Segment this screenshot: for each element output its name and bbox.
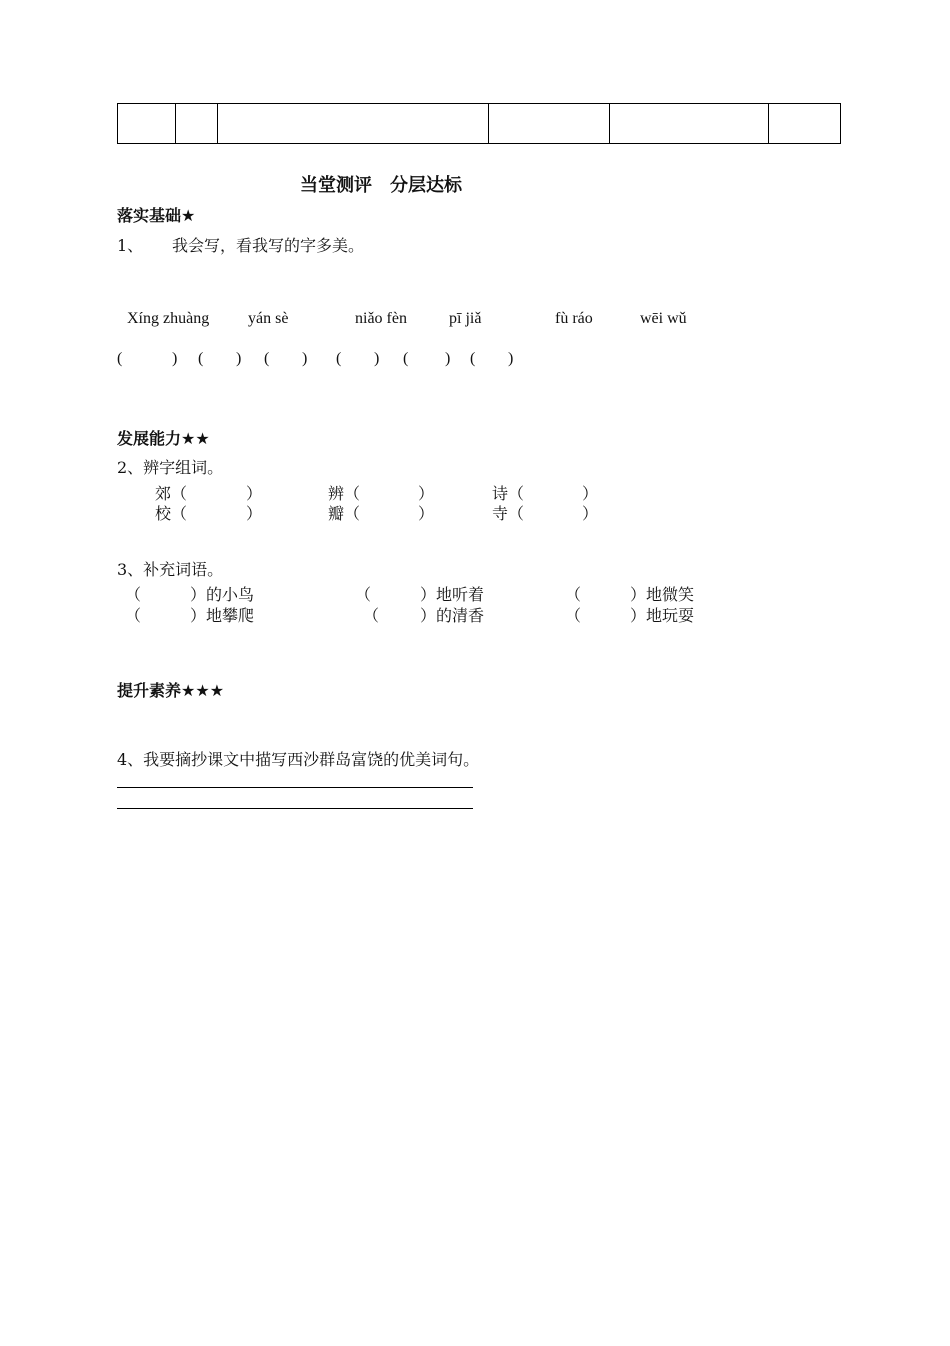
word-group-close: ） [582,484,599,503]
answer-bracket: ) [236,350,242,367]
question-3-text: 3、补充词语。 [117,560,224,579]
word-group-close: ） [582,504,599,523]
word-group-char: 瓣（ [328,504,361,523]
word-group-char: 郊（ [155,484,188,503]
fill-phrase: ）的小鸟 [190,585,255,604]
question-4-text: 4、我要摘抄课文中描写西沙群岛富饶的优美词句。 [117,750,480,769]
section-heading-basic: 落实基础★ [117,206,196,225]
answer-bracket: ( [117,350,123,367]
fill-open: （ [355,585,372,604]
answer-bracket: ( [264,350,270,367]
word-group-char: 寺（ [492,504,525,523]
answer-bracket: ( [198,350,204,367]
section-heading-ability: 发展能力★★ [117,429,210,448]
fill-open: （ [125,606,142,625]
pinyin-item: fù ráo [555,310,593,327]
question-1-number: 1、 [117,236,144,255]
header-cell [489,104,610,144]
question-2-text: 2、辨字组词。 [117,458,224,477]
fill-phrase: ）地攀爬 [190,606,255,625]
question-1-text: 我会写，看我写的字多美。 [172,236,365,255]
header-cell [769,104,841,144]
word-group-close: ） [246,484,263,503]
header-table [117,103,841,144]
fill-open: （ [565,585,582,604]
header-cell [176,104,218,144]
pinyin-item: Xíng zhuàng [127,310,210,327]
answer-bracket: ( [336,350,342,367]
fill-open: （ [565,606,582,625]
header-cell [610,104,769,144]
answer-bracket: ) [302,350,308,367]
answer-line [117,808,473,809]
word-group-close: ） [246,504,263,523]
word-group-close: ） [418,484,435,503]
answer-bracket: ) [374,350,380,367]
word-group-char: 校（ [155,504,188,523]
fill-phrase: ）地听着 [420,585,485,604]
word-group-char: 辨（ [328,484,361,503]
header-cell [118,104,176,144]
answer-bracket: ) [172,350,178,367]
section-heading-literacy: 提升素养★★★ [117,681,225,700]
answer-line [117,787,473,788]
pinyin-item: yán sè [248,310,289,327]
fill-phrase: ）的清香 [420,606,485,625]
answer-bracket: ) [445,350,451,367]
word-group-char: 诗（ [492,484,525,503]
word-group-close: ） [418,504,435,523]
fill-open: （ [363,606,380,625]
page-title: 当堂测评 分层达标 [300,175,462,196]
pinyin-item: wēi wǔ [640,310,687,327]
fill-phrase: ）地微笑 [630,585,695,604]
answer-bracket: ( [403,350,409,367]
pinyin-item: pī jiǎ [449,310,482,327]
fill-open: （ [125,585,142,604]
pinyin-item: niǎo fèn [355,310,407,327]
answer-bracket: ) [508,350,514,367]
header-cell [218,104,489,144]
answer-bracket: ( [470,350,476,367]
fill-phrase: ）地玩耍 [630,606,695,625]
